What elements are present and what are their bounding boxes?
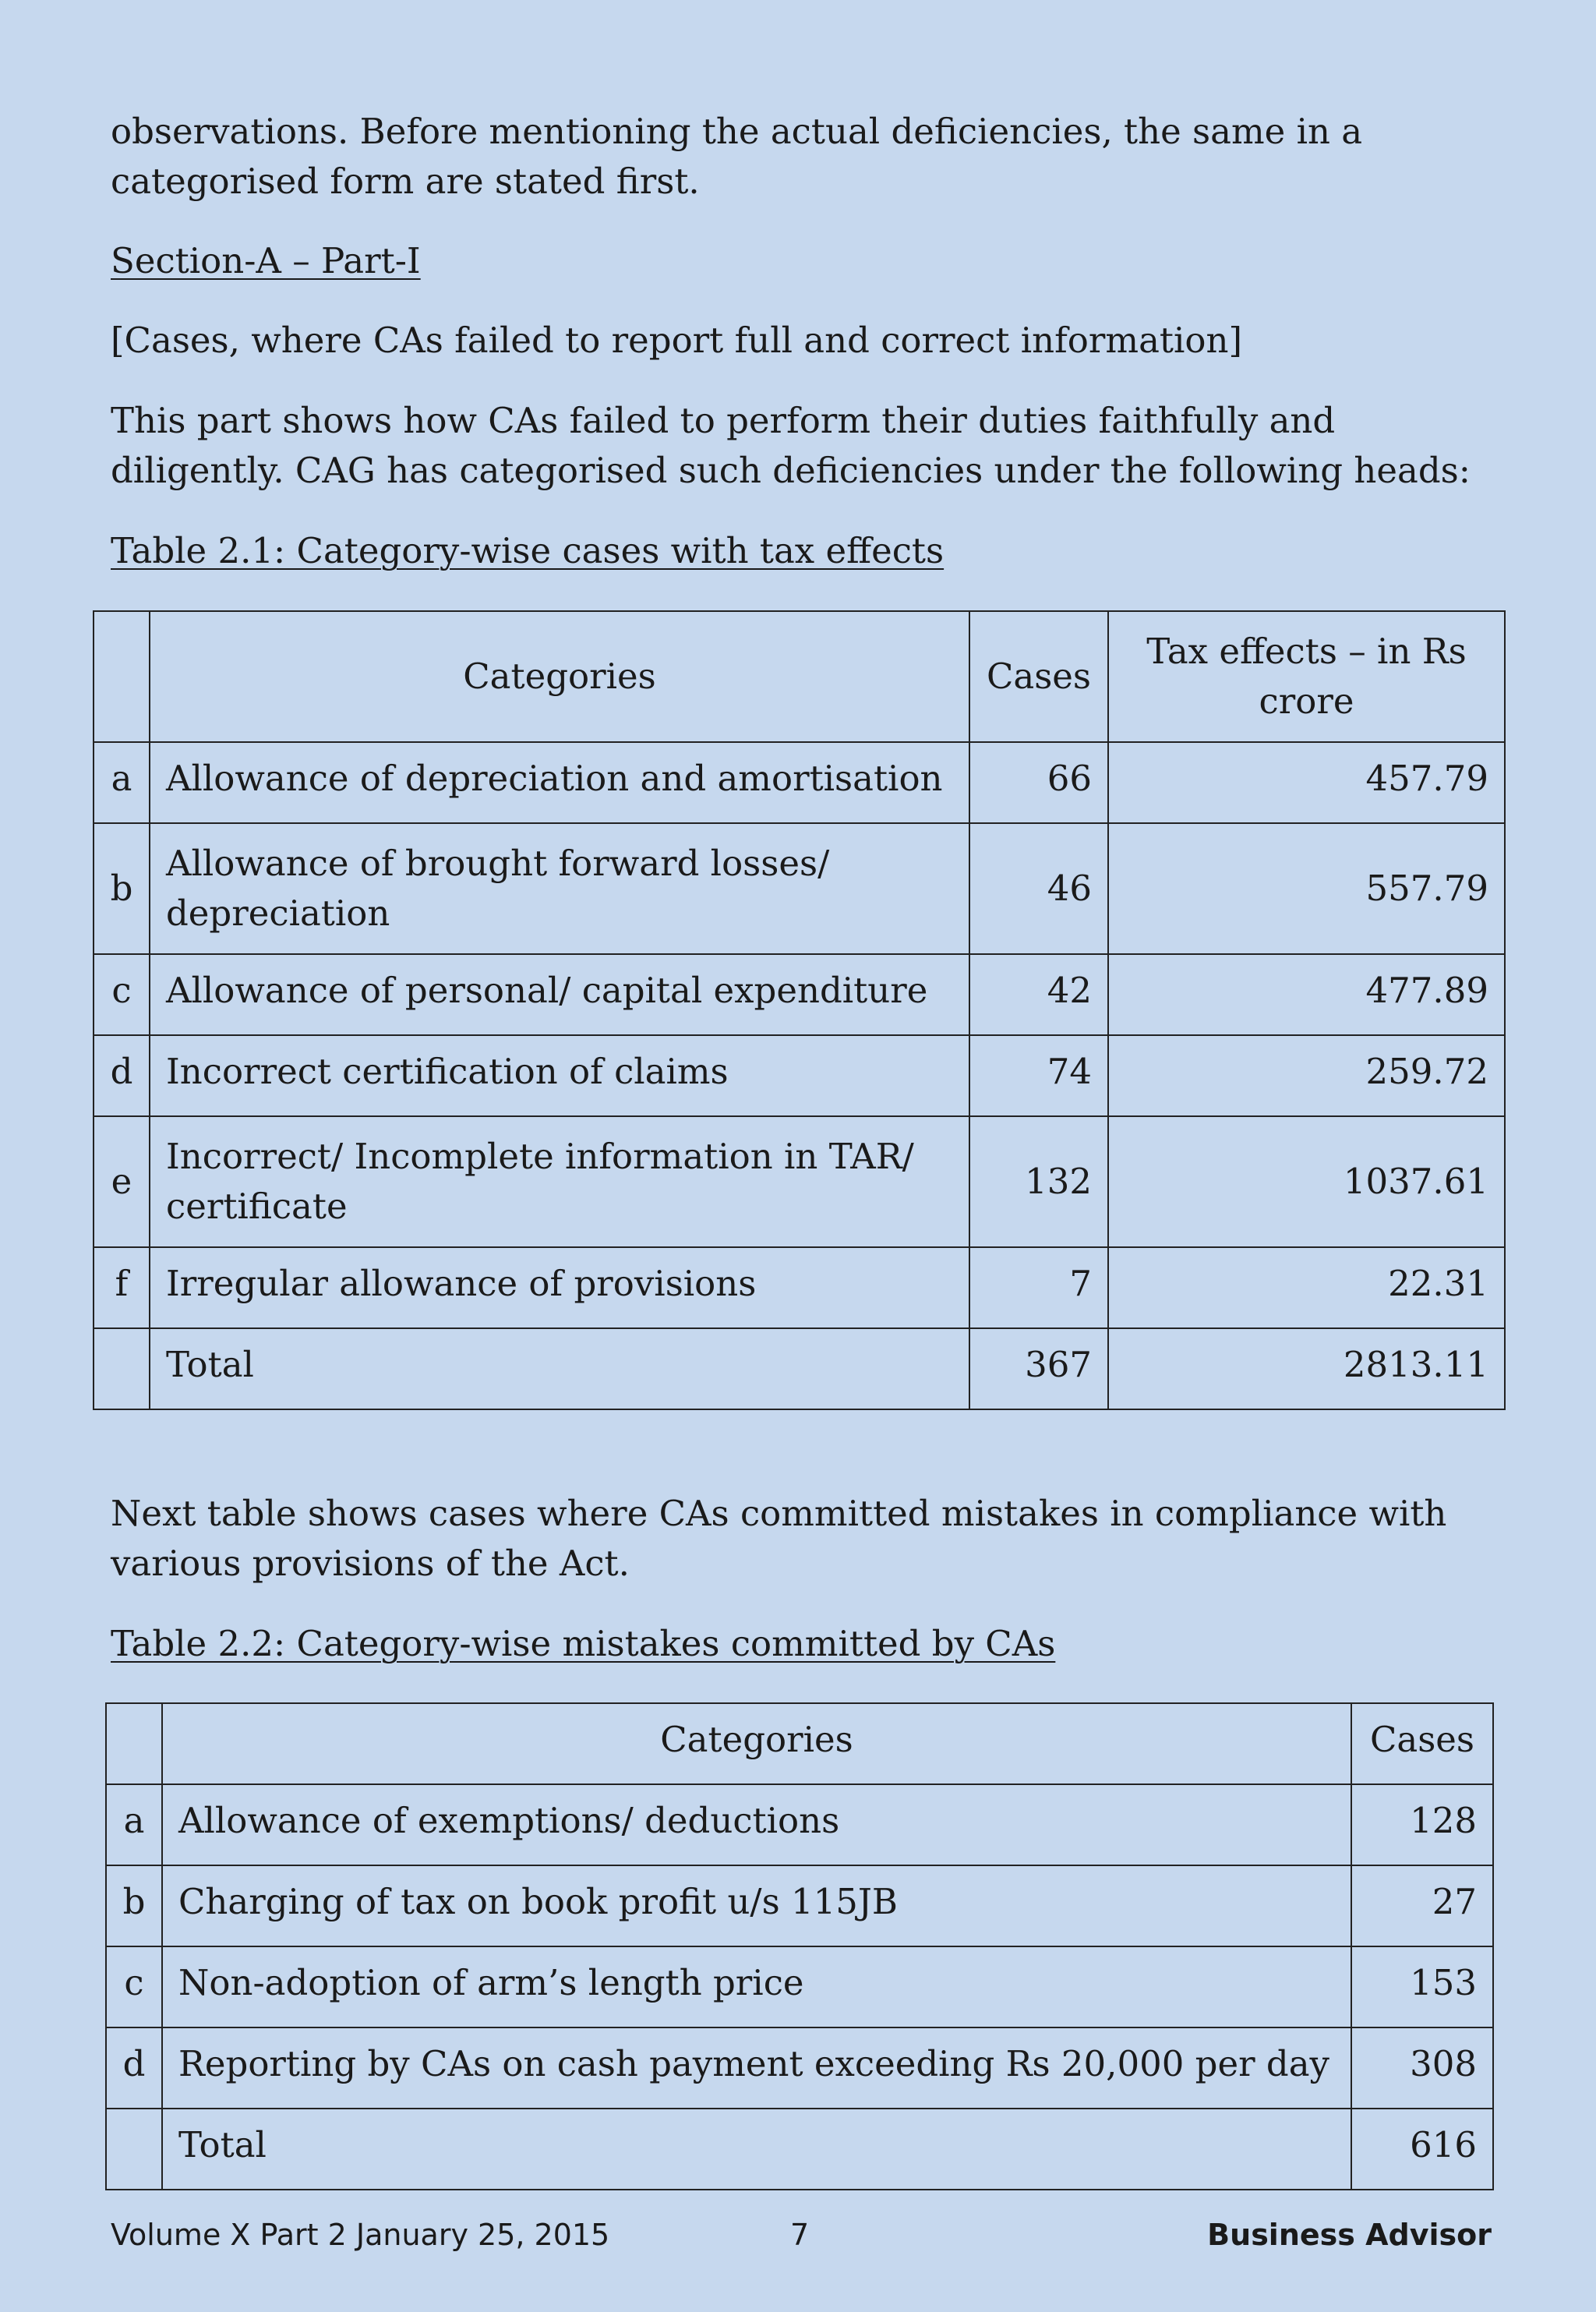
table-row — [106, 2027, 1493, 2109]
header-categories: Categories — [150, 611, 969, 742]
row-letter: b — [106, 1865, 162, 1946]
category-tax-effects-table — [93, 610, 1506, 1410]
row-cases: 7 — [969, 1247, 1108, 1328]
row-letter: a — [94, 742, 150, 823]
row-cases: 66 — [969, 742, 1108, 823]
row-cases: 128 — [1351, 1784, 1493, 1865]
row-cases: 42 — [969, 954, 1108, 1035]
table-row — [94, 1116, 1505, 1247]
header-cases: Cases — [969, 611, 1108, 742]
row-category: Non-adoption of arm’s length price — [162, 1946, 1351, 2027]
table-total-row — [106, 2109, 1493, 2190]
row-category: Reporting by CAs on cash payment exceeding Rs 20,000 per day — [162, 2027, 1351, 2109]
header-cases: Cases — [1351, 1703, 1493, 1784]
row-letter: e — [94, 1116, 150, 1247]
row-category: Incorrect certification of claims — [150, 1035, 969, 1116]
row-cases: 74 — [969, 1035, 1108, 1116]
row-category: Allowance of exemptions/ deductions — [162, 1784, 1351, 1865]
header-categories: Categories — [162, 1703, 1351, 1784]
section-heading: Section-A – Part-I — [111, 240, 421, 281]
row-category: Allowance of brought forward losses/ depreciation — [150, 823, 969, 954]
table-row — [94, 742, 1505, 823]
table-header-row — [106, 1703, 1493, 1784]
row-letter: b — [94, 823, 150, 954]
total-label: Total — [162, 2109, 1351, 2190]
row-category: Incorrect/ Incomplete information in TAR/ certificate — [150, 1116, 969, 1247]
part-description: This part shows how CAs failed to perform their duties faithfully and diligently. CAG has categorised such deficiencies under the following heads: — [111, 400, 1471, 491]
row-letter: f — [94, 1247, 150, 1328]
table-header-row — [94, 611, 1505, 742]
header-tax-effects: Tax effects – in Rs crore — [1108, 611, 1505, 742]
table1-caption: Table 2.1: Category-wise cases with tax effects — [111, 530, 945, 571]
row-cases: 27 — [1351, 1865, 1493, 1946]
total-label: Total — [150, 1328, 969, 1409]
table-row — [106, 1784, 1493, 1865]
row-category: Charging of tax on book profit u/s 115JB — [162, 1865, 1351, 1946]
table-row — [94, 1247, 1505, 1328]
table2-caption: Table 2.2: Category-wise mistakes committed by CAs — [111, 1623, 1056, 1664]
total-cases: 616 — [1351, 2109, 1493, 2190]
row-category: Irregular allowance of provisions — [150, 1247, 969, 1328]
total-letter — [94, 1328, 150, 1409]
row-category: Allowance of depreciation and amortisation — [150, 742, 969, 823]
row-tax: 259.72 — [1108, 1035, 1505, 1116]
table-row — [106, 1865, 1493, 1946]
row-tax: 457.79 — [1108, 742, 1505, 823]
row-tax: 477.89 — [1108, 954, 1505, 1035]
row-cases: 153 — [1351, 1946, 1493, 2027]
section-note: [Cases, where CAs failed to report full and correct information] — [111, 320, 1242, 361]
row-letter: a — [106, 1784, 162, 1865]
row-letter: c — [106, 1946, 162, 2027]
row-tax: 557.79 — [1108, 823, 1505, 954]
row-letter: d — [94, 1035, 150, 1116]
next-table-paragraph: Next table shows cases where CAs committed mistakes in compliance with various provisions of the Act. — [111, 1493, 1447, 1584]
table-row — [94, 954, 1505, 1035]
total-tax: 2813.11 — [1108, 1328, 1505, 1409]
row-category: Allowance of personal/ capital expenditure — [150, 954, 969, 1035]
header-letter — [94, 611, 150, 742]
row-cases: 46 — [969, 823, 1108, 954]
intro-paragraph: observations. Before mentioning the actual deficiencies, the same in a categorised form are stated first. — [111, 111, 1363, 202]
table-row — [94, 1035, 1505, 1116]
footer-volume: Volume X Part 2 January 25, 2015 — [111, 2218, 610, 2252]
row-tax: 1037.61 — [1108, 1116, 1505, 1247]
category-mistakes-table — [105, 1702, 1494, 2190]
row-cases: 132 — [969, 1116, 1108, 1247]
header-letter — [106, 1703, 162, 1784]
footer-publication: Business Advisor — [1207, 2218, 1492, 2252]
total-cases: 367 — [969, 1328, 1108, 1409]
table-row — [106, 1946, 1493, 2027]
total-letter — [106, 2109, 162, 2190]
row-letter: c — [94, 954, 150, 1035]
row-tax: 22.31 — [1108, 1247, 1505, 1328]
footer-page-number: 7 — [790, 2218, 810, 2252]
row-cases: 308 — [1351, 2027, 1493, 2109]
table-total-row — [94, 1328, 1505, 1409]
table-row — [94, 823, 1505, 954]
row-letter: d — [106, 2027, 162, 2109]
